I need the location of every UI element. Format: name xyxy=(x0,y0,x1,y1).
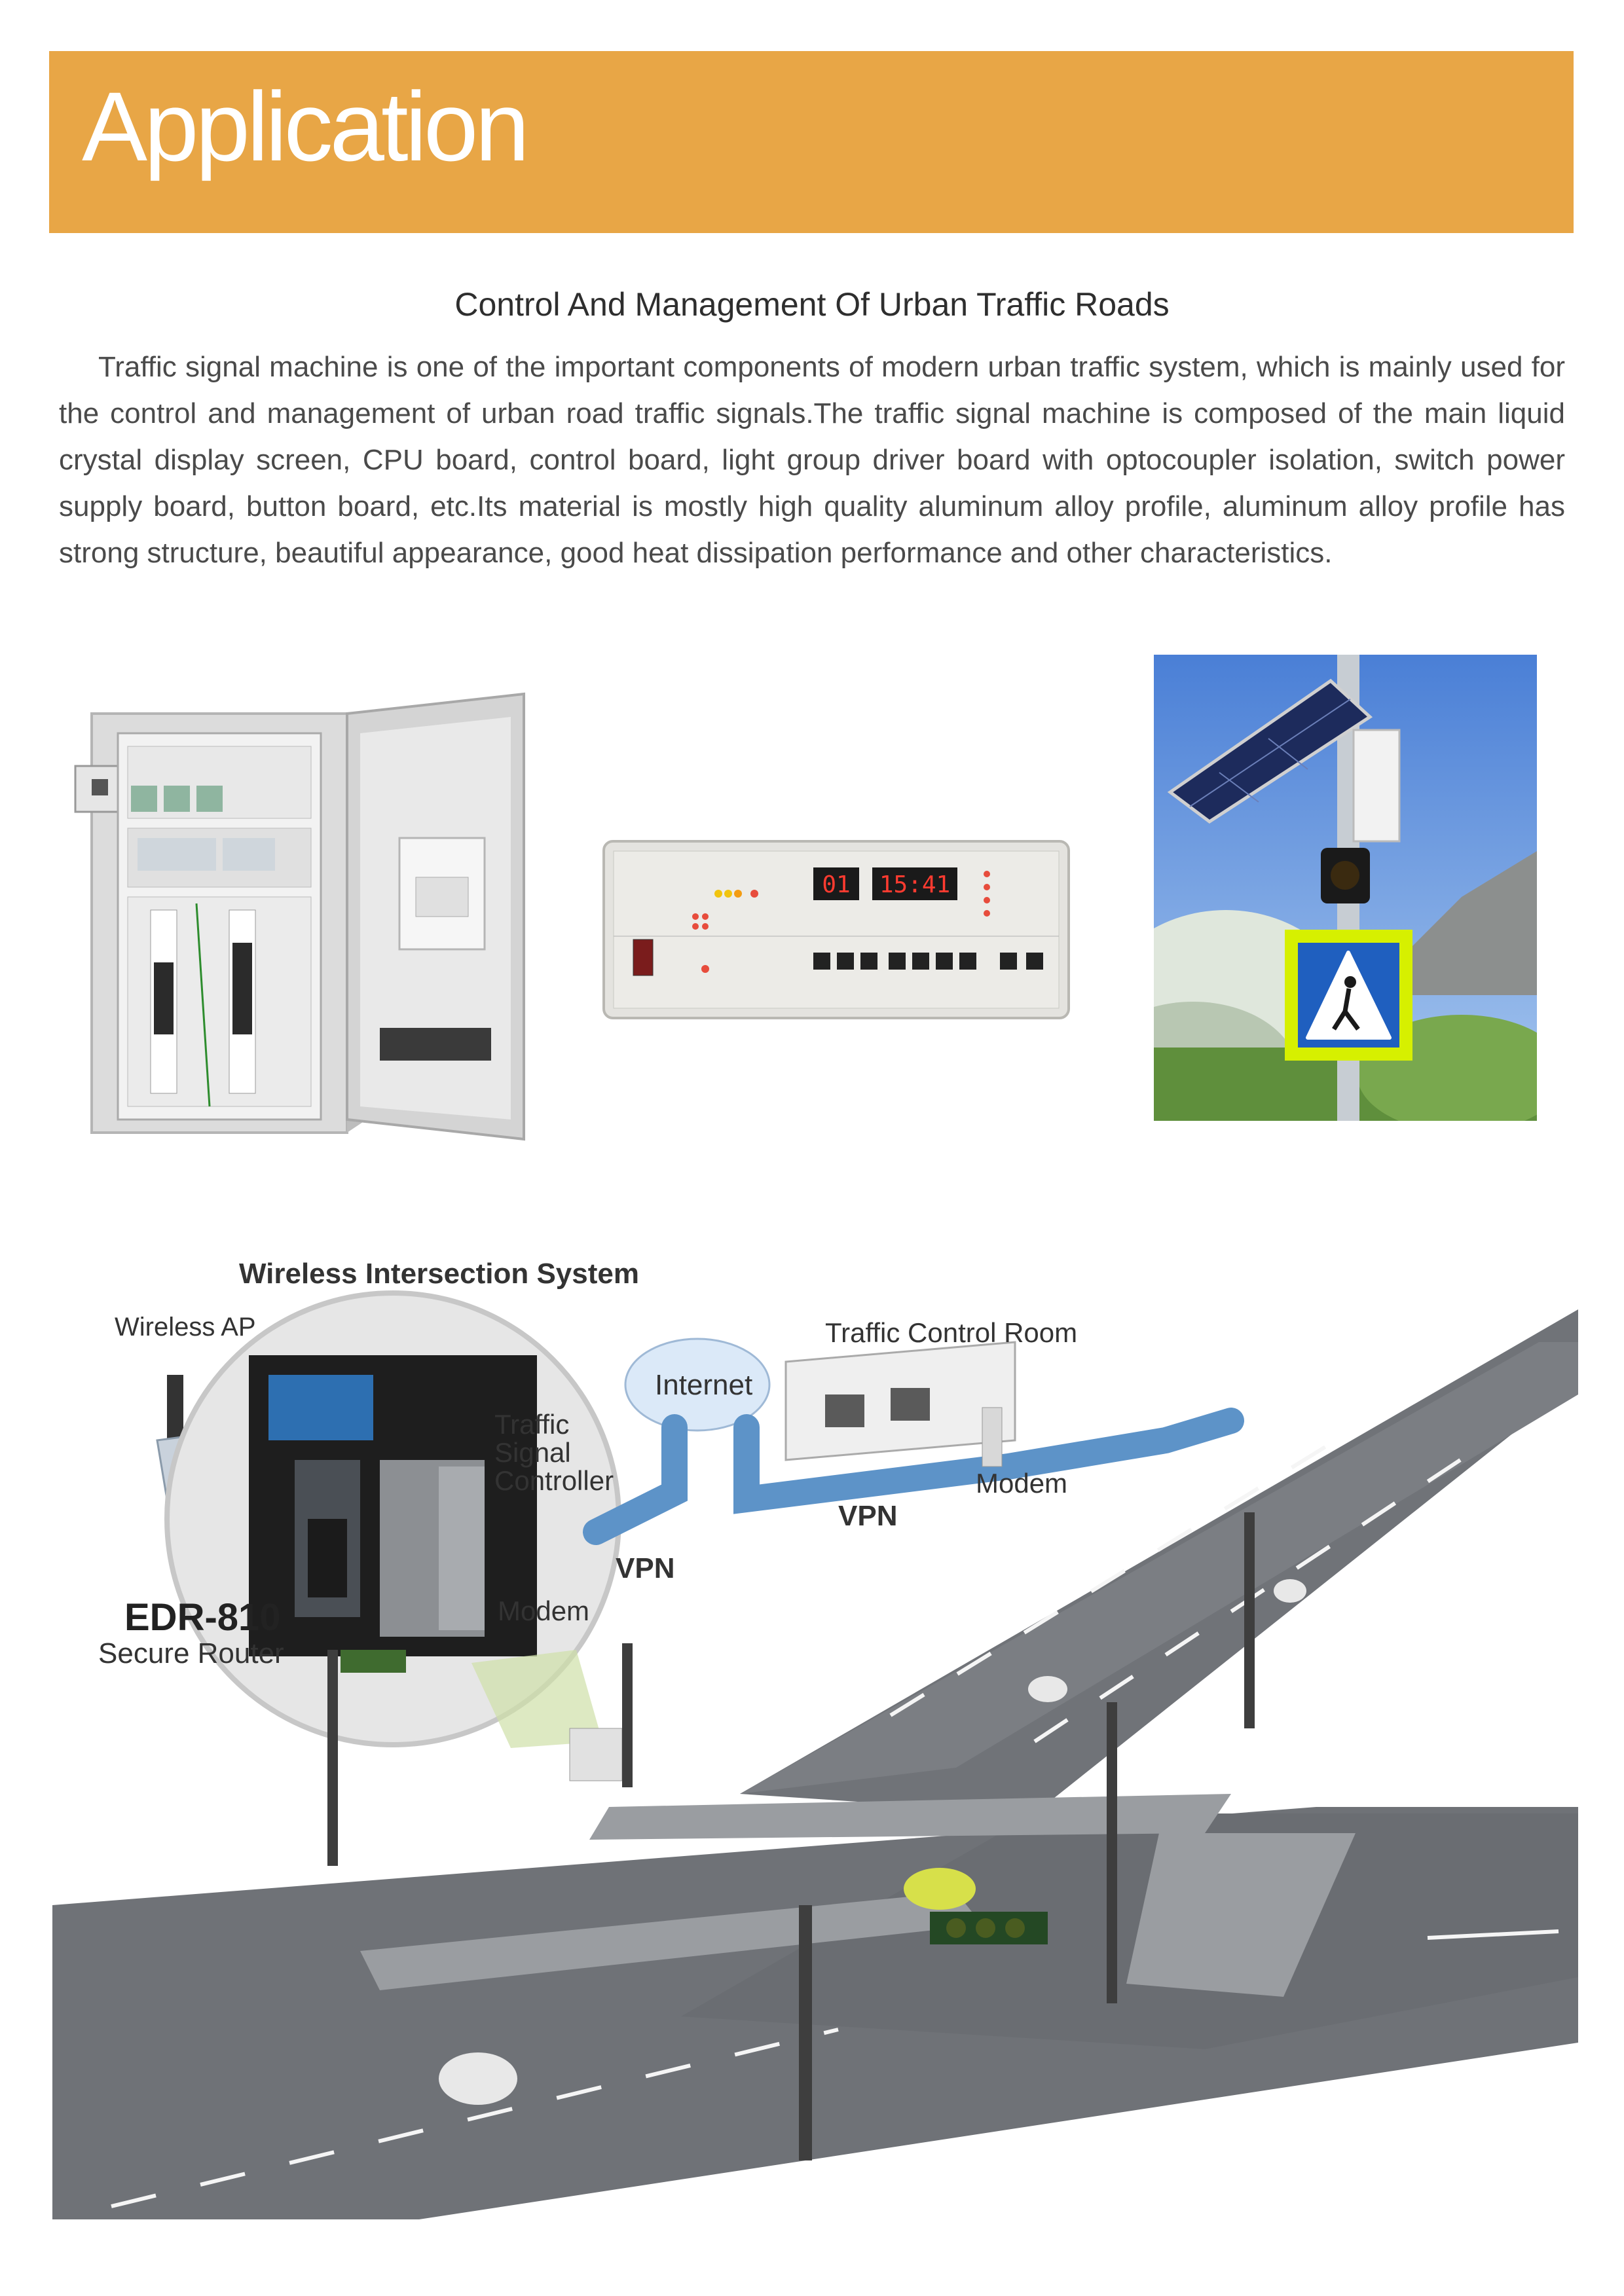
label-router-model: EDR-810 xyxy=(124,1596,281,1639)
label-router-desc: Secure Router xyxy=(98,1637,284,1669)
section-title: Control And Management Of Urban Traffic Roads xyxy=(454,286,1170,323)
label-wireless-ap: Wireless AP xyxy=(115,1313,256,1341)
display-left-digits: 01 xyxy=(822,871,851,898)
section-body-paragraph: Traffic signal machine is one of the important components of modern urban traffic system, which is mainly used for the control and management of urban road traffic signals.The traffic signal machine is composed of the main liquid crystal display screen, CPU board, control board, light group driver board with optocoupler isolation, switch power supply board, button board, etc.Its material is mostly high quality aluminum alloy profile, aluminum alloy profile has strong structure, beautiful appearance, good heat dissipation performance and other characteristics. xyxy=(59,351,1565,569)
page-title: Application xyxy=(82,71,526,181)
section-body xyxy=(59,344,1565,576)
label-vpn-right: VPN xyxy=(838,1500,898,1532)
label-modem-right: Modem xyxy=(976,1468,1068,1499)
label-internet: Internet xyxy=(655,1369,753,1401)
header-banner xyxy=(49,51,1574,233)
controller-panel-photo xyxy=(597,831,1075,1028)
solar-sign-photo xyxy=(1154,655,1537,1121)
display-right-digits: 15:41 xyxy=(879,871,951,898)
label-vpn-left: VPN xyxy=(616,1552,675,1584)
cabinet-photo xyxy=(65,687,537,1146)
diagram-title: Wireless Intersection System xyxy=(239,1258,639,1290)
label-signal-controller-1: Traffic xyxy=(494,1409,570,1440)
label-signal-controller-3: Controller xyxy=(494,1465,614,1496)
label-signal-controller-2: Signal xyxy=(494,1437,571,1468)
label-control-room: Traffic Control Room xyxy=(825,1317,1078,1348)
label-modem-cabinet: Modem xyxy=(498,1595,590,1626)
intersection-diagram xyxy=(52,1244,1578,2219)
